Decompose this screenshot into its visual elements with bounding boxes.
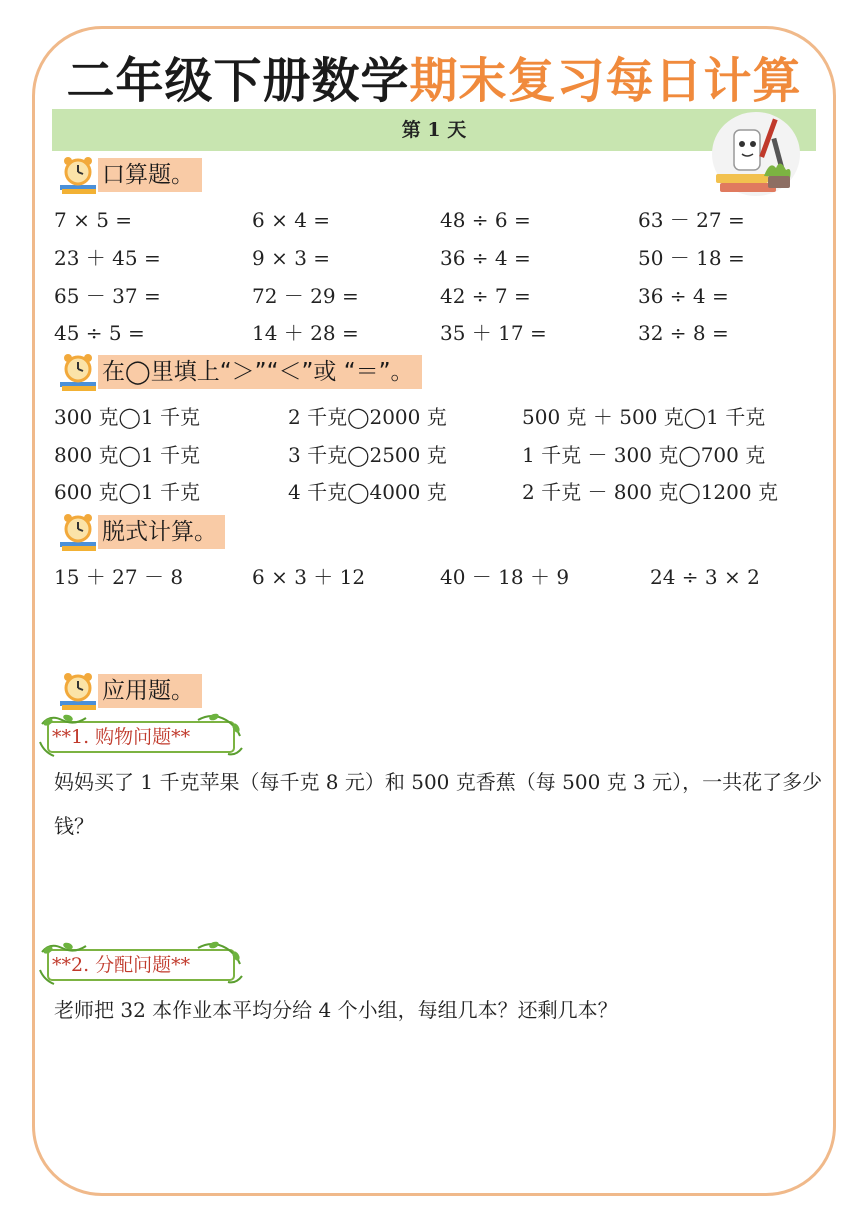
problem-label: **2. 分配问题** <box>52 954 191 976</box>
compare-row <box>0 440 868 470</box>
day-band: 第 1 天 <box>52 109 816 151</box>
oral-problem: 6 × 4 = <box>252 208 331 232</box>
stepwise-row <box>0 562 868 592</box>
oral-problem: 65 － 37 = <box>54 284 161 308</box>
compare-problem: 300 克◯1 千克 <box>54 405 200 429</box>
oral-problem: 36 ÷ 4 = <box>440 246 531 270</box>
title-part-review: 期末复习每日计算 <box>409 53 802 109</box>
oral-problem: 14 ＋ 28 = <box>252 321 359 345</box>
oral-problem: 23 ＋ 45 = <box>54 246 161 270</box>
compare-problem: 500 克 ＋ 500 克◯1 千克 <box>522 405 766 429</box>
stationery-cartoon-icon <box>706 108 802 200</box>
oral-problem: 48 ÷ 6 = <box>440 208 531 232</box>
alarm-clock-icon <box>58 155 98 195</box>
oral-row <box>0 243 868 273</box>
oral-row <box>0 281 868 311</box>
problem-label-ribbon <box>38 712 244 762</box>
stepwise-problem: 15 ＋ 27 － 8 <box>54 565 184 589</box>
stepwise-problem: 6 × 3 ＋ 12 <box>252 565 366 589</box>
page-title <box>0 42 868 111</box>
problem-label: **1. 购物问题** <box>52 726 191 748</box>
problem-text: 妈妈买了 1 千克苹果（每千克 8 元）和 500 克香蕉（每 500 克 3 元），一共花了多少钱？ <box>54 770 823 838</box>
compare-problem: 2 千克◯2000 克 <box>288 405 447 429</box>
compare-problem: 600 克◯1 千克 <box>54 480 200 504</box>
stepwise-problem: 24 ÷ 3 × 2 <box>650 565 760 589</box>
compare-row <box>0 402 868 432</box>
oral-row <box>0 205 868 235</box>
section-heading: 在◯里填上“＞”“＜”或 “＝”。 <box>98 355 422 389</box>
oral-problem: 72 － 29 = <box>252 284 359 308</box>
title-part-grade: 二年级下册数学 <box>66 53 410 109</box>
compare-problem: 3 千克◯2500 克 <box>288 443 447 467</box>
oral-problem: 7 × 5 = <box>54 208 133 232</box>
compare-problem: 2 千克 － 800 克◯1200 克 <box>522 480 778 504</box>
section-heading: 口算题。 <box>98 158 202 192</box>
compare-problem: 1 千克 － 300 克◯700 克 <box>522 443 766 467</box>
problem-text: 老师把 32 本作业本平均分给 4 个小组，每组几本？还剩几本？ <box>54 998 618 1022</box>
oral-problem: 36 ÷ 4 = <box>638 284 729 308</box>
section-heading: 脱式计算。 <box>98 515 225 549</box>
problem-label-ribbon <box>38 940 244 990</box>
section-heading: 应用题。 <box>98 674 202 708</box>
oral-problem: 42 ÷ 7 = <box>440 284 531 308</box>
oral-problem: 35 ＋ 17 = <box>440 321 547 345</box>
section-compare <box>58 354 422 390</box>
oral-problem: 9 × 3 = <box>252 246 331 270</box>
oral-problem: 32 ÷ 8 = <box>638 321 729 345</box>
section-word <box>58 673 202 709</box>
alarm-clock-icon <box>58 671 98 711</box>
alarm-clock-icon <box>58 352 98 392</box>
stepwise-problem: 40 － 18 ＋ 9 <box>440 565 570 589</box>
oral-problem: 45 ÷ 5 = <box>54 321 145 345</box>
oral-problem: 63 － 27 = <box>638 208 745 232</box>
compare-row <box>0 477 868 507</box>
section-oral <box>58 157 202 193</box>
compare-problem: 800 克◯1 千克 <box>54 443 200 467</box>
oral-row <box>0 318 868 348</box>
alarm-clock-icon <box>58 512 98 552</box>
section-stepwise <box>58 514 225 550</box>
compare-problem: 4 千克◯4000 克 <box>288 480 447 504</box>
oral-problem: 50 － 18 = <box>638 246 745 270</box>
